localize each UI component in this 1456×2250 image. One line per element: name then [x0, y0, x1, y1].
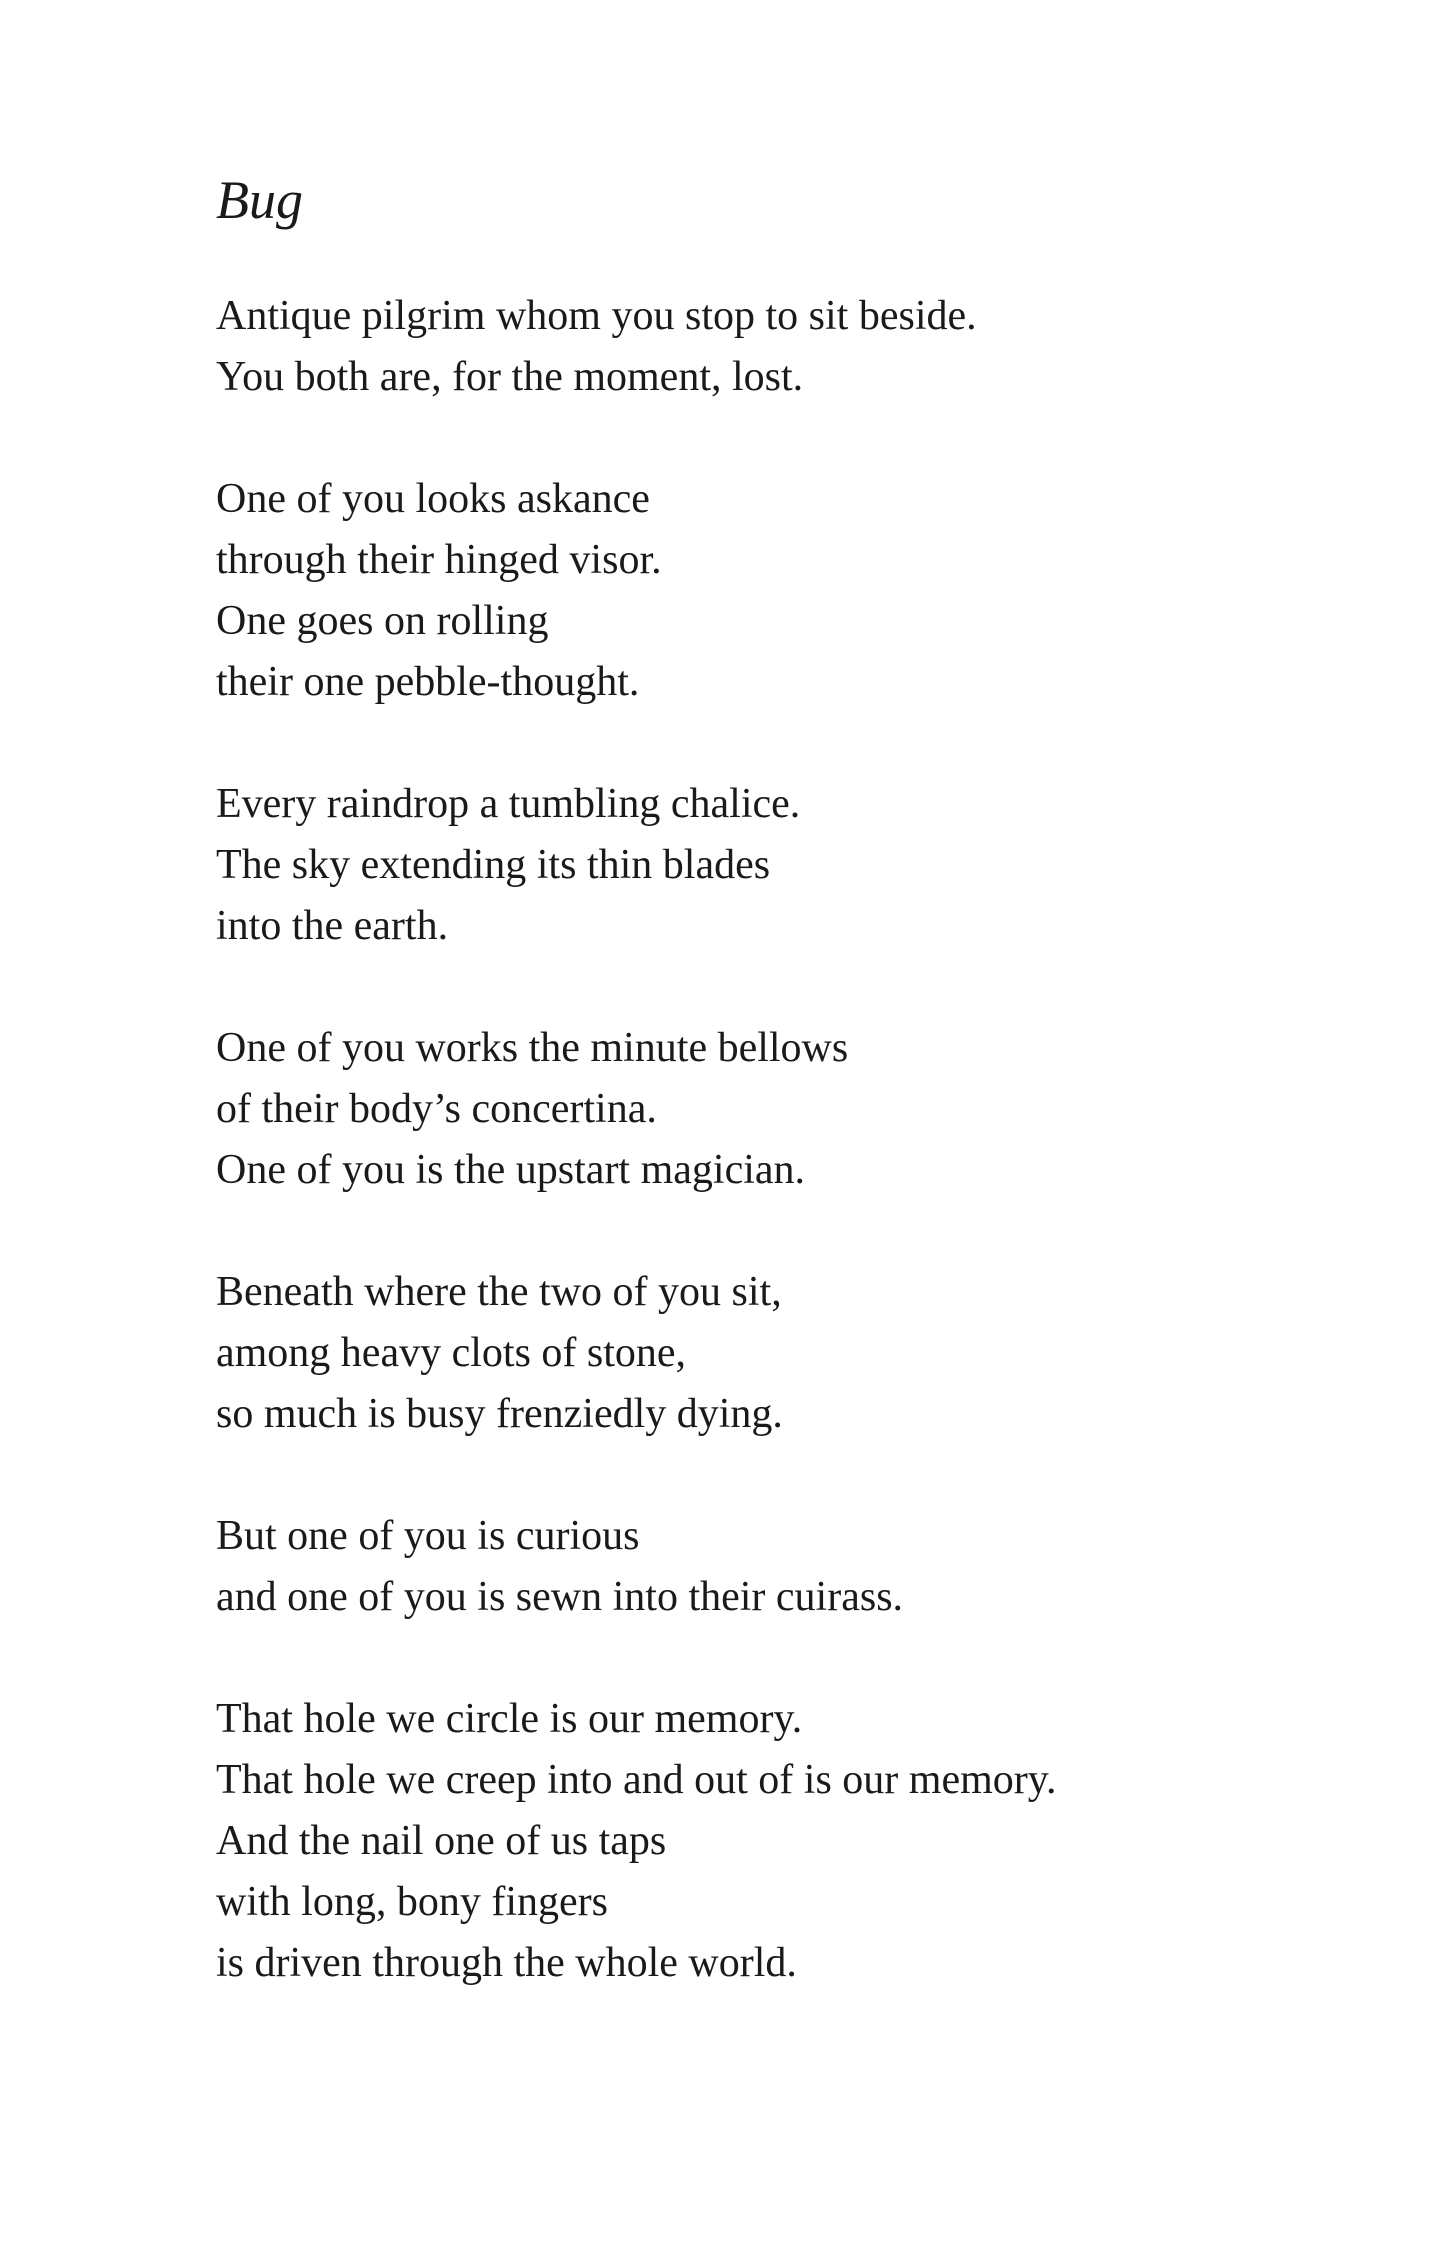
stanza [216, 774, 1316, 957]
poem-line: and one of you is sewn into their cuirass. [216, 1574, 904, 1620]
poem-title: Bug [216, 170, 303, 230]
poem-line: into the earth. [216, 903, 449, 949]
poem-line: One goes on rolling [216, 598, 549, 644]
poem-line: Beneath where the two of you sit, [216, 1269, 782, 1315]
poem-line: You both are, for the moment, lost. [216, 354, 804, 400]
poem-line: That hole we creep into and out of is our memory. [216, 1757, 1057, 1803]
poem-page [216, 168, 1316, 2055]
poem-line: One of you works the minute bellows [216, 1025, 849, 1071]
stanza [216, 286, 1316, 408]
stanza [216, 469, 1316, 713]
poem-line: One of you is the upstart magician. [216, 1147, 806, 1193]
poem-line: One of you looks askance [216, 476, 650, 522]
poem-line: with long, bony fingers [216, 1879, 608, 1925]
poem-line: That hole we circle is our memory. [216, 1696, 803, 1742]
stanza [216, 1018, 1316, 1201]
stanza [216, 1689, 1316, 1994]
poem-line: But one of you is curious [216, 1513, 640, 1559]
poem-line: through their hinged visor. [216, 537, 662, 583]
poem-line: is driven through the whole world. [216, 1940, 797, 1986]
poem-line: their one pebble-thought. [216, 659, 640, 705]
poem-line: And the nail one of us taps [216, 1818, 667, 1864]
poem-line: The sky extending its thin blades [216, 842, 771, 888]
poem-line: Every raindrop a tumbling chalice. [216, 781, 801, 827]
poem-line: of their body’s concertina. [216, 1086, 657, 1132]
poem-line: Antique pilgrim whom you stop to sit beside. [216, 293, 977, 339]
stanza [216, 1262, 1316, 1445]
poem-line: so much is busy frenziedly dying. [216, 1391, 783, 1437]
stanza [216, 1506, 1316, 1628]
poem-line: among heavy clots of stone, [216, 1330, 687, 1376]
